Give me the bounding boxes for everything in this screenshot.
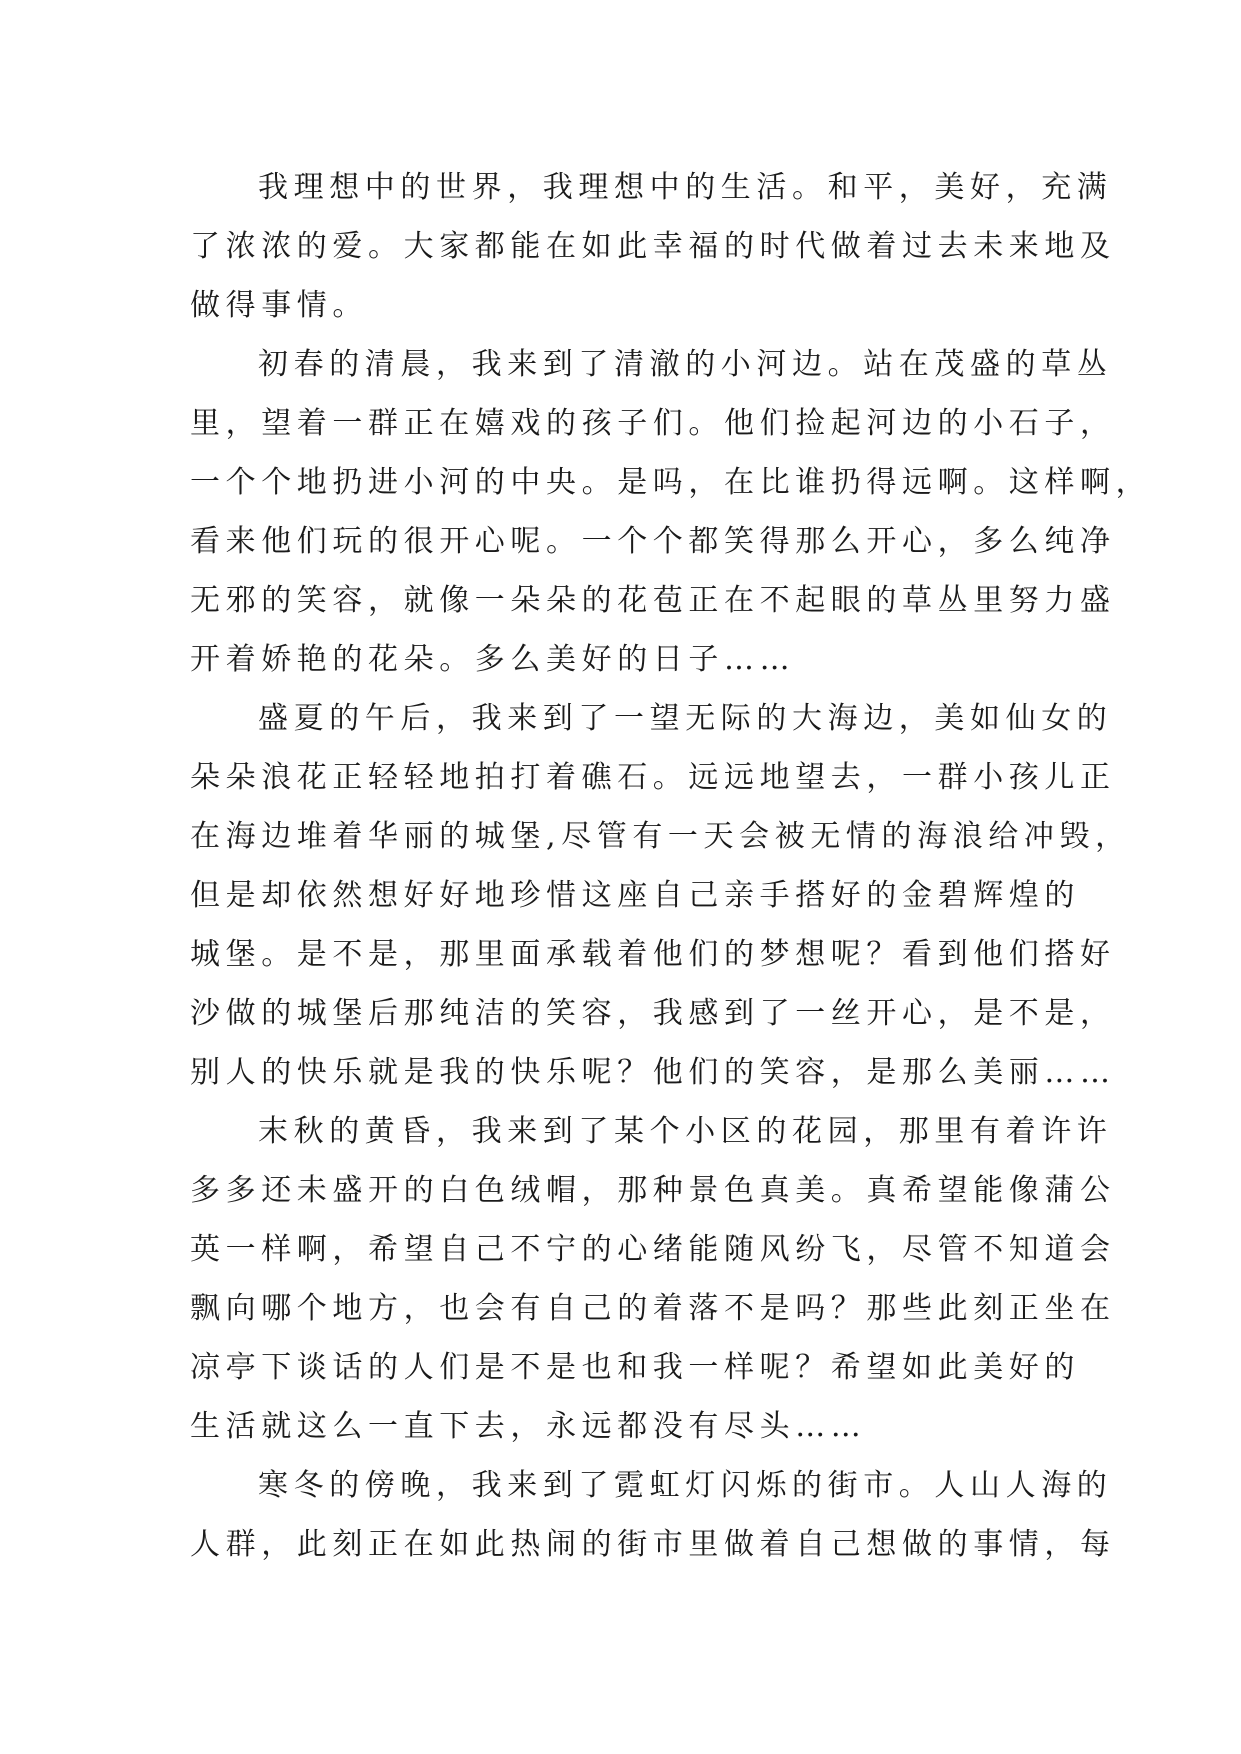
text-line: 初春的清晨，我来到了清澈的小河边。站在茂盛的草丛 <box>258 347 1113 382</box>
text-line: 做得事情。 <box>190 288 368 323</box>
text-line: 但是却依然想好好地珍惜这座自己亲手搭好的金碧辉煌的 <box>190 878 1080 913</box>
text-line: 飘向哪个地方，也会有自己的着落不是吗？那些此刻正坐在 <box>190 1291 1116 1326</box>
text-line: 盛夏的午后，我来到了一望无际的大海边，美如仙女的 <box>258 701 1113 736</box>
text-line: 朵朵浪花正轻轻地拍打着礁石。远远地望去，一群小孩儿正 <box>190 760 1116 795</box>
text-line: 沙做的城堡后那纯洁的笑容，我感到了一丝开心，是不是， <box>190 996 1116 1031</box>
text-line: 末秋的黄昏，我来到了某个小区的花园，那里有着许许 <box>258 1114 1113 1149</box>
text-line: 无邪的笑容，就像一朵朵的花苞正在不起眼的草丛里努力盛 <box>190 583 1116 618</box>
text-line: 生活就这么一直下去，永远都没有尽头…… <box>190 1409 867 1444</box>
text-line: 我理想中的世界，我理想中的生活。和平，美好，充满 <box>258 170 1113 205</box>
body-text <box>190 158 1152 1574</box>
text-line: 多多还未盛开的白色绒帽，那种景色真美。真希望能像蒲公 <box>190 1173 1116 1208</box>
text-line: 开着娇艳的花朵。多么美好的日子…… <box>190 642 796 677</box>
text-line: 在海边堆着华丽的城堡,尽管有一天会被无情的海浪给冲毁， <box>190 819 1131 854</box>
text-line: 里，望着一群正在嬉戏的孩子们。他们捡起河边的小石子， <box>190 406 1116 441</box>
text-line: 英一样啊，希望自己不宁的心绪能随风纷飞，尽管不知道会 <box>190 1232 1116 1267</box>
text-line: 了浓浓的爱。大家都能在如此幸福的时代做着过去未来地及 <box>190 229 1116 264</box>
text-line: 城堡。是不是，那里面承载着他们的梦想呢？看到他们搭好 <box>190 937 1116 972</box>
text-line: 别人的快乐就是我的快乐呢？他们的笑容，是那么美丽…… <box>190 1055 1116 1090</box>
text-line: 寒冬的傍晚，我来到了霓虹灯闪烁的街市。人山人海的 <box>258 1468 1113 1503</box>
text-line: 人群，此刻正在如此热闹的街市里做着自己想做的事情，每 <box>190 1527 1116 1562</box>
text-line: 一个个地扔进小河的中央。是吗，在比谁扔得远啊。这样啊， <box>190 465 1152 500</box>
text-line: 凉亭下谈话的人们是不是也和我一样呢？希望如此美好的 <box>190 1350 1080 1385</box>
text-line: 看来他们玩的很开心呢。一个个都笑得那么开心，多么纯净 <box>190 524 1116 559</box>
